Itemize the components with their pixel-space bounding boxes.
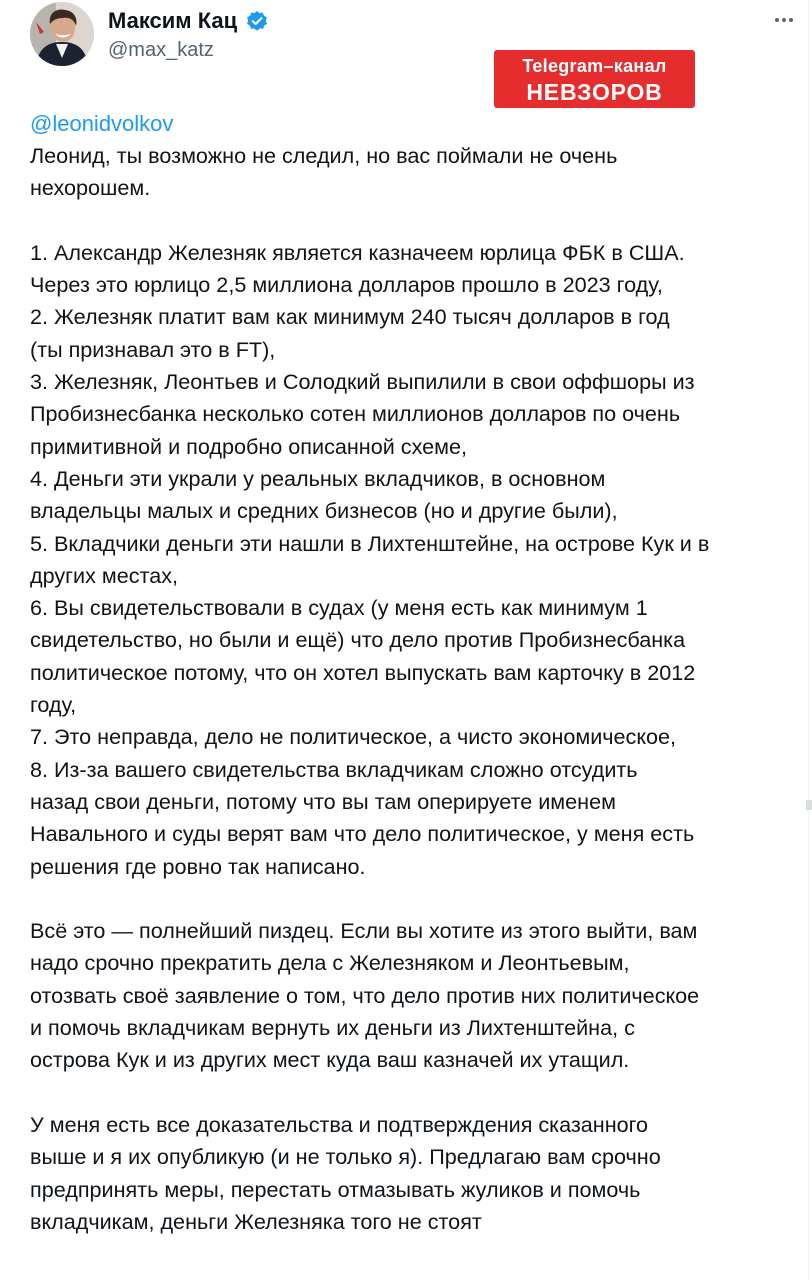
closing-paragraph [30,1109,802,1238]
text-line: (ты признавал это в FT), [30,336,276,362]
text-line: острова Кук и из других мест куда ваш казначей их утащил. [30,1047,630,1073]
text-line: 5. Вкладчики деньги эти нашли в Лихтенштейне, на острове Кук и в [30,530,710,556]
channel-watermark [494,50,695,108]
text-line: предпринять меры, перестать отмазывать жуликов и помочь [30,1176,641,1202]
text-line: 2. Железняк платит вам как минимум 240 тысяч долларов в год [30,304,670,330]
text-line: 3. Железняк, Леонтьев и Солодкий выпилили в свои оффшоры из [30,369,695,395]
conclusion-paragraph [30,915,802,1076]
author-handle[interactable]: @max_katz [108,39,214,61]
text-line: и помочь вкладчикам вернуть их деньги из Лихтенштейна, с [30,1015,635,1041]
text-line: Леонид, ты возможно не следил, но вас поймали не очень [30,143,618,168]
text-line: 1. Александр Железняк является казначеем юрлица ФБК в США. [30,239,685,265]
mention-link[interactable]: @leonidvolkov [30,111,174,136]
text-line: назад свои деньги, потому что вы там оперируете именем [30,788,616,814]
text-line: отозвать своё заявление о том, что дело против них политическое [30,982,700,1008]
avatar[interactable] [30,2,94,66]
text-line: Всё это — полнейший пиздец. Если вы хотите из этого выйти, вам [30,918,698,944]
watermark-line-2: НЕВЗОРОВ [526,79,663,105]
text-line: вкладчикам, деньги Железняка того не стоят [30,1208,482,1234]
scrollbar-thumb[interactable] [806,800,812,810]
text-line: Навального и суды верят вам что дело политическое, у меня есть [30,821,695,847]
claims-list [30,237,802,883]
text-line: политическое потому, что он хотел выпускать вам карточку в 2012 [30,659,696,685]
text-line: свидетельство, но были и ещё) что дело против Пробизнесбанка [30,627,686,653]
text-line: 8. Из-за вашего свидетельства вкладчикам сложно отсудить [30,756,638,782]
text-line: У меня есть все доказательства и подтверждения сказанного [30,1111,649,1137]
text-line: решения где ровно так написано. [30,853,366,879]
intro-paragraph [30,140,802,205]
more-options-icon[interactable] [772,8,796,32]
text-line: других местах, [30,562,179,588]
text-line: 6. Вы свидетельствовали в судах (у меня есть как минимум 1 [30,595,648,621]
watermark-line-1: Telegram–канал [522,56,667,76]
text-line: надо срочно прекратить дела с Железняком и Леонтьевым, [30,950,630,976]
text-line: 7. Это неправда, дело не политическое, а чисто экономическое, [30,724,677,750]
text-line: нехорошем. [30,175,151,201]
text-line: владельцы малых и средних бизнесов (но и другие были), [30,498,618,524]
text-line: 4. Деньги эти украли у реальных вкладчиков, в основном [30,465,606,491]
text-line: Через это юрлицо 2,5 миллиона долларов прошло в 2023 году, [30,272,663,298]
text-line: выше и я их опубликую (и не только я). Предлагаю вам срочно [30,1144,661,1170]
text-line: примитивной и подробно описанной схеме, [30,433,468,459]
text-line: Пробизнесбанка несколько сотен миллионов долларов по очень [30,401,681,427]
text-line: году, [30,692,77,718]
tweet-text [30,108,802,1238]
author-name[interactable]: Максим Кац [108,8,238,33]
timeline-divider [808,0,809,1280]
verified-badge-icon [246,10,268,32]
